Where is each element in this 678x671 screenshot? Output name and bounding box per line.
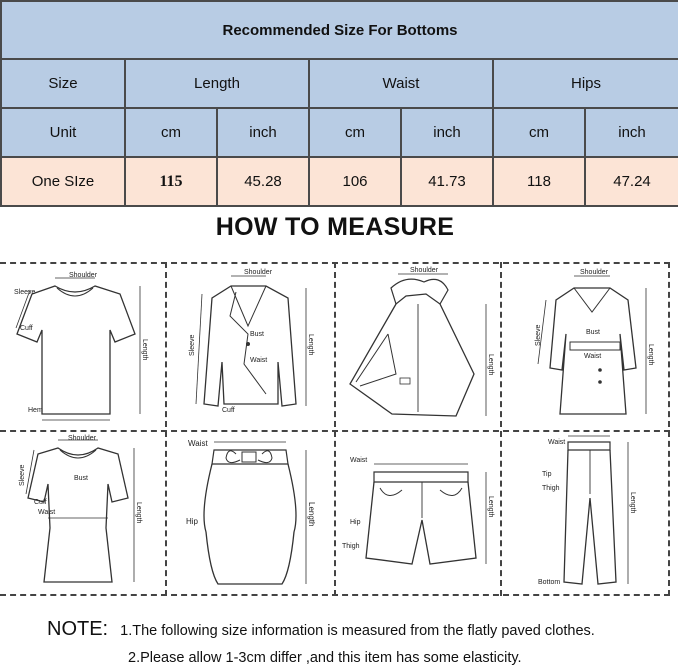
unit-cell: inch	[401, 108, 493, 157]
cuff-label: Cuff	[222, 407, 235, 414]
unit-cell: cm	[125, 108, 217, 157]
dress-diagram	[0, 432, 165, 594]
unit-cell: inch	[217, 108, 309, 157]
hip-label: Hip	[186, 517, 199, 526]
sleeve-label: Sleeve	[19, 464, 26, 486]
length-label: Length	[307, 502, 316, 527]
header-hips: Hips	[493, 59, 678, 108]
hips-cm-cell: 118	[493, 157, 585, 206]
header-size: Size	[1, 59, 125, 108]
size-table	[0, 0, 678, 207]
note-label: NOTE:	[47, 618, 109, 640]
length-label: Length	[647, 344, 654, 366]
size-cell: One SIze	[1, 157, 125, 206]
bottom-label: Bottom	[538, 579, 561, 586]
bust-label: Bust	[586, 329, 601, 336]
cuff-label: Cuff	[34, 499, 47, 506]
cuff-label: Cuff	[20, 325, 33, 332]
grid-divider	[668, 262, 670, 596]
waist-cm-cell: 106	[309, 157, 401, 206]
length-label: Length	[307, 334, 314, 356]
sleeve-label: Sleeve	[14, 289, 36, 296]
waist-label: Waist	[584, 353, 602, 360]
length-inch-cell: 45.28	[217, 157, 309, 206]
length-cm-cell: 115	[125, 157, 217, 206]
blazer-diagram	[166, 264, 334, 428]
how-to-measure-title: HOW TO MEASURE	[215, 213, 455, 241]
cape-coat-diagram	[336, 264, 500, 428]
waist-label: Waist	[250, 357, 268, 364]
bust-label: Bust	[74, 475, 89, 482]
hips-inch-cell: 47.24	[585, 157, 678, 206]
waist-label: Waist	[38, 509, 56, 516]
shoulder-label: Shoulder	[68, 435, 97, 442]
shoulder-label: Shoulder	[410, 267, 439, 274]
waist-label: Waist	[188, 439, 208, 448]
tshirt-diagram	[0, 264, 165, 428]
unit-cell: cm	[493, 108, 585, 157]
length-label: Length	[487, 496, 494, 518]
unit-cell: cm	[309, 108, 401, 157]
tip-label: Tip	[542, 471, 552, 478]
header-waist: Waist	[309, 59, 493, 108]
skirt-diagram	[166, 432, 334, 594]
thigh-label: Thigh	[542, 485, 560, 492]
waist-label: Waist	[350, 457, 368, 464]
note-line-1	[47, 618, 595, 641]
trench-coat-diagram	[502, 264, 668, 428]
hem-label: Hem	[28, 407, 43, 414]
length-label: Length	[629, 492, 636, 514]
unit-cell: inch	[585, 108, 678, 157]
hip-label: Hip	[350, 519, 361, 526]
shorts-diagram	[336, 432, 500, 594]
thigh-label: Thigh	[342, 543, 360, 550]
length-label: Length	[135, 502, 142, 524]
table-unit-row	[1, 108, 678, 157]
table-row	[1, 157, 678, 206]
length-label: Length	[487, 354, 494, 376]
table-title-row	[1, 1, 678, 59]
header-length: Length	[125, 59, 309, 108]
shoulder-label: Shoulder	[69, 272, 98, 279]
sleeve-label: Sleeve	[535, 324, 542, 346]
bust-label: Bust	[250, 331, 265, 338]
note-text-1: 1.The following size information is measured from the flatly paved clothes.	[120, 623, 595, 639]
note-text-2: 2.Please allow 1-3cm differ ,and this item has some elasticity.	[128, 650, 522, 666]
shoulder-label: Shoulder	[580, 269, 609, 276]
table-title: Recommended Size For Bottoms	[1, 1, 678, 59]
table-header-row	[1, 59, 678, 108]
sleeve-label: Sleeve	[189, 334, 196, 356]
shoulder-label: Shoulder	[244, 269, 273, 276]
waist-label: Waist	[548, 439, 566, 446]
length-label: Length	[141, 339, 148, 361]
trousers-diagram	[502, 432, 668, 594]
measure-diagram-grid	[0, 262, 670, 596]
waist-inch-cell: 41.73	[401, 157, 493, 206]
unit-label: Unit	[1, 108, 125, 157]
